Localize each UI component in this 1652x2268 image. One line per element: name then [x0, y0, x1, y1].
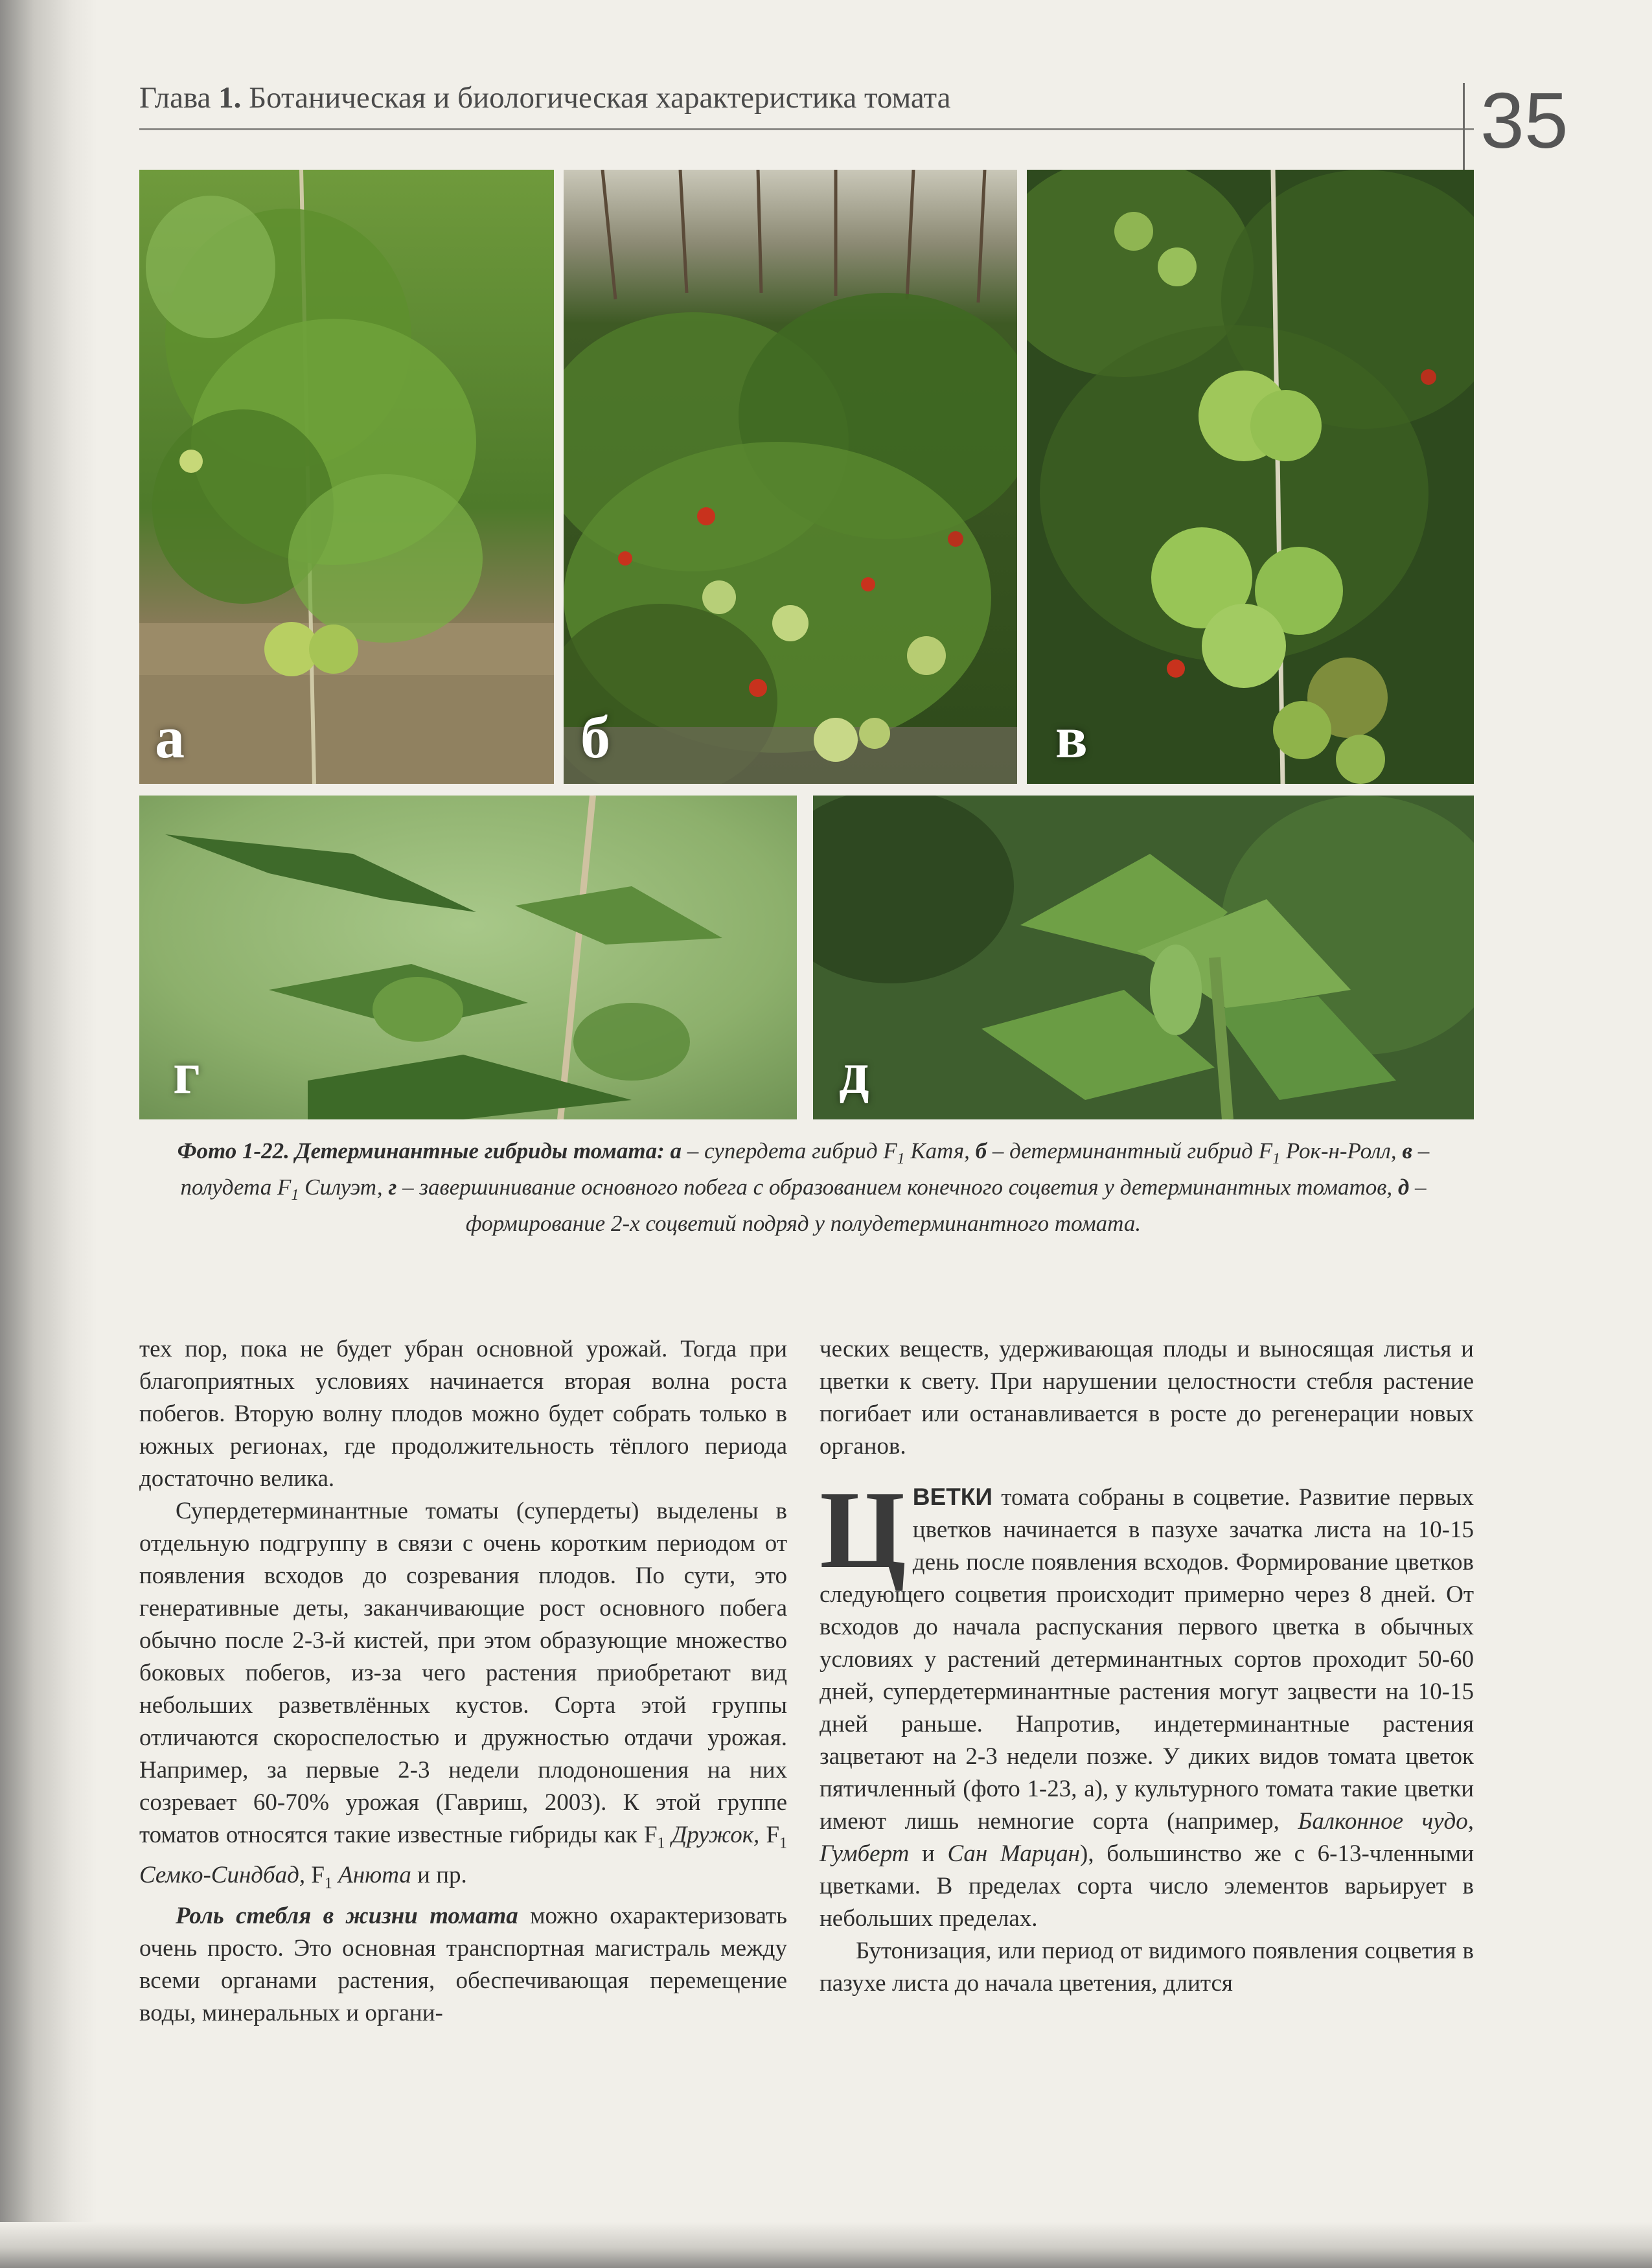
photo-g [139, 796, 797, 1119]
photo-d-label: д [839, 1040, 869, 1106]
photo-a-label: а [155, 704, 185, 770]
photo-b-label: б [580, 704, 610, 770]
photo-v-label: в [1055, 704, 1088, 770]
photo-d [813, 796, 1474, 1119]
photo-b-image [564, 170, 1017, 784]
binding-shadow [0, 0, 97, 2268]
photo-a-image [139, 170, 554, 784]
photo-v-image [1027, 170, 1474, 784]
paragraph: ЦВЕТКИ томата собраны в соцветие. Развитие первых цветков начинается в пазухе зачатка листа на 10-15 день после появления всходов. Формирование цветков следующего соцветия происходит примерно через 8 дней. От всходов до начала распускания первого цветка в обычных условиях у растений детерминантных сортов проходит 50-60 дней, супердетерминантные растения могут зацвести на 10-15 дней раньше. Напротив, индетерминантные растения зацветают на 2-3 недели позже. У диких видов томата цветок пятичленный (фото 1-23, а), у культурного томата такие цветки имеют лишь немногие сорта (например, Балконное чудо, Гумберт и Сан Марцан), большинство же с 6-13-членными цветками. В пределах сорта число элементов варьирует в небольших пределах. [820, 1469, 1474, 1932]
chapter-number: 1. [218, 81, 242, 115]
bottom-shadow [0, 2222, 1652, 2268]
figure-caption: Фото 1-22. Детерминантные гибриды томата: а – супердета гибрид $F_1$ Катя, б – детерминантный гибрид $F_1$ Рок-н-Ролл, в – полудета $F_1$ Силуэт, г – завершинивание основного побега с образованием конечного соцветия у детерминантных томатов, д – формирование 2-х соцветий подряд у полудетерминантного томата. [177, 1138, 1430, 1236]
photo-v [1027, 170, 1474, 784]
paragraph: тех пор, пока не будет убран основной урожай. Тогда при благоприятных условиях начинается вторая волна роста побегов. Вторую волну плодов можно будет собрать только в южных регионах, где продолжительность тёплого периода достаточно велика. [139, 1336, 787, 1492]
right-column [820, 1333, 1474, 2000]
paragraph: ческих веществ, удерживающая плоды и выносящая листья и цветки к свету. При нарушении целостности стебля растение погибает или останавливается в росте до регенерации новых органов. [820, 1336, 1474, 1460]
photo-a [139, 170, 554, 784]
chapter-title: Глава 1. Ботаническая и биологическая характеристика томата [139, 81, 951, 115]
photo-d-image [813, 796, 1474, 1119]
page-number: 35 [1480, 76, 1568, 165]
left-column [139, 1333, 787, 2030]
paragraph: Бутонизация, или период от видимого появления соцветия в пазухе листа до начала цветения, длится [820, 1938, 1474, 1997]
photo-g-label: г [173, 1040, 200, 1106]
running-header [139, 76, 1568, 165]
paragraph: Роль стебля в жизни томата можно охарактеризовать очень просто. Это основная транспортная магистраль между всеми органами растения, обеспечивающая перемещение воды, минеральных и органи- [139, 1902, 787, 2026]
paragraph: Супердетерминантные томаты (супердеты) выделены в отдельную подгруппу в связи с очень коротким периодом от появления всходов до созревания плодов. По сути, это генеративные деты, заканчивающие рост основного побега обычно после 2-3-й кистей, при этом образующие множество боковых побегов, из-за чего растения приобретают вид небольших разветвлённых кустов. Сорта этой группы отличаются скороспелостью и дружностью отдачи урожая. Например, за первые 2-3 недели плодоношения на них созревает 60-70% урожая (Гавриш, 2003). К этой группе томатов относятся такие известные гибриды как $F_1$ Дружок, $F_1$ Семко-Синдбад, $F_1$ Анюта и пр. [139, 1498, 788, 1892]
photo-g-image [139, 796, 797, 1119]
drop-cap: Ц [820, 1469, 906, 1592]
photo-b [564, 170, 1017, 784]
